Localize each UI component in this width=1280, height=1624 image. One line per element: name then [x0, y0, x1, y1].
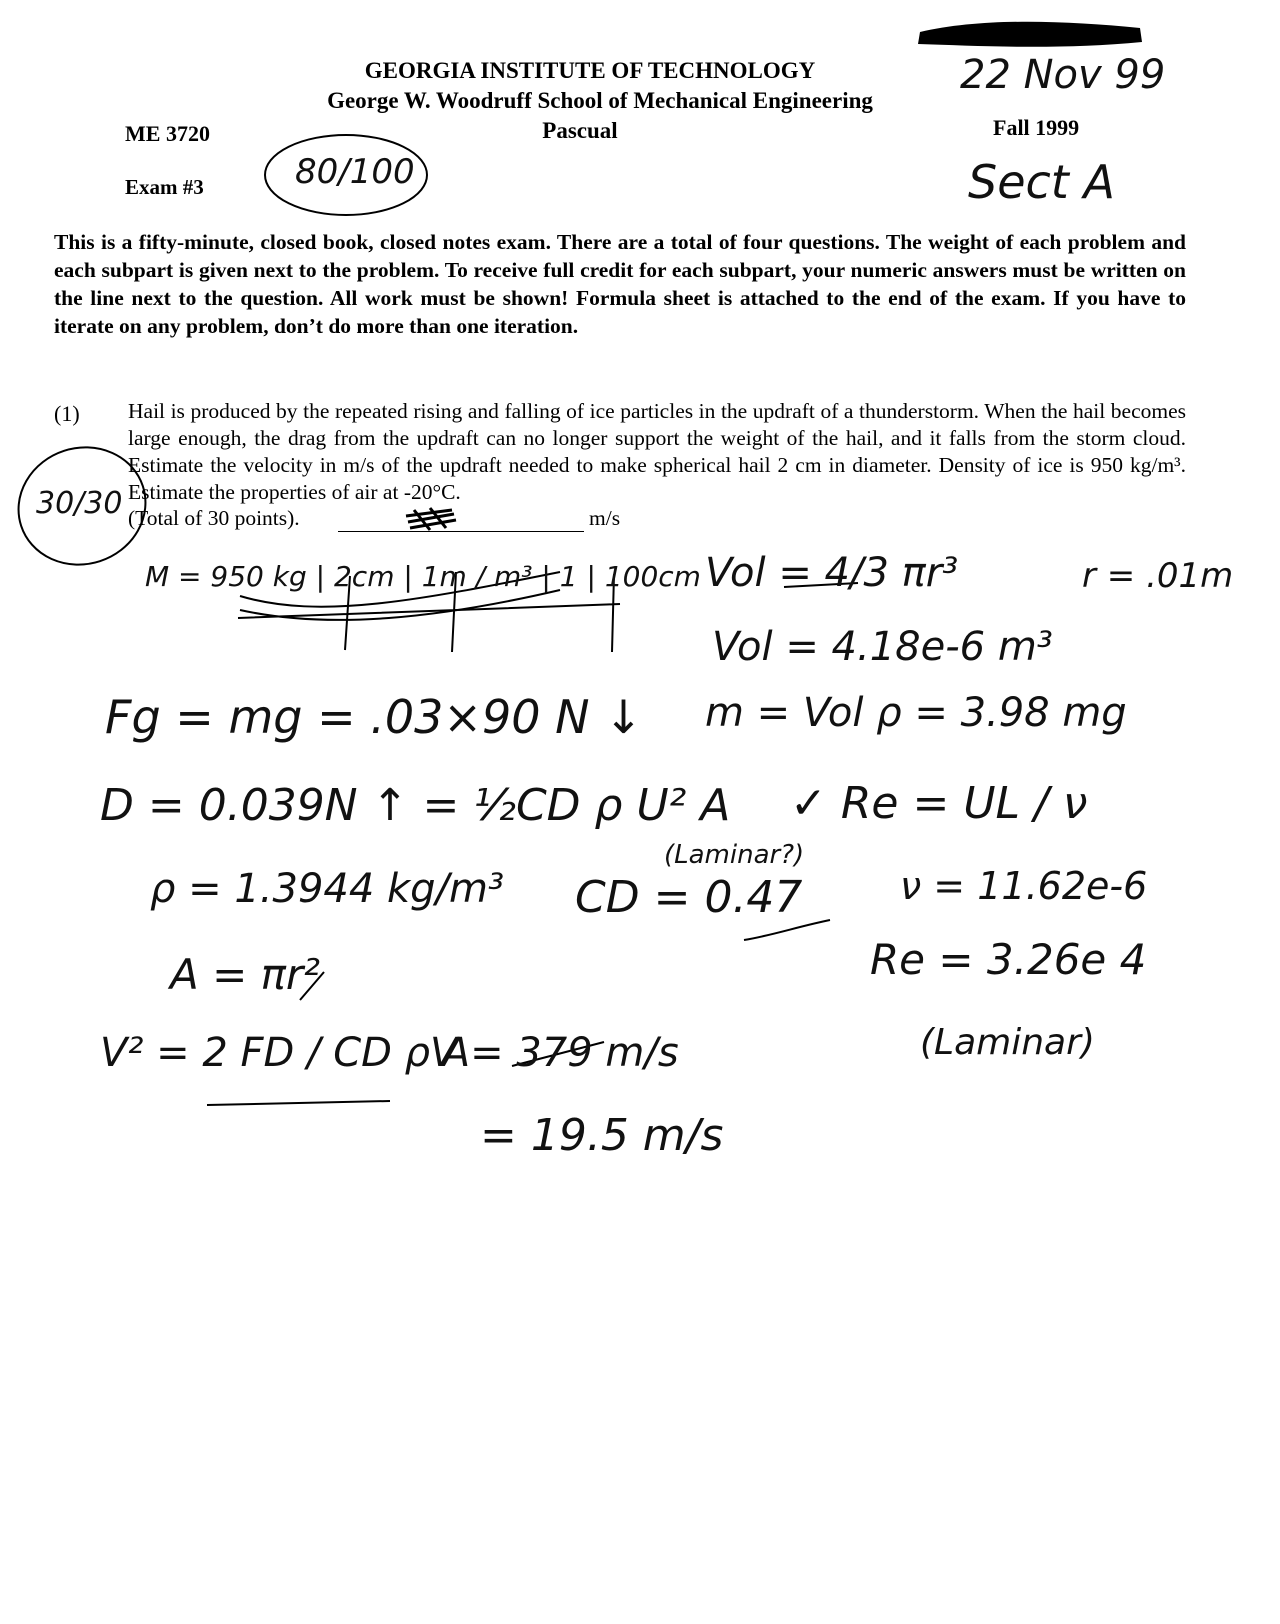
semester: Fall 1999 — [993, 115, 1080, 140]
hand-velocity-formula: V² = 2 FD / CD ρ A — [100, 1030, 471, 1076]
question-number: (1) — [54, 401, 80, 426]
hand-viscosity: ν = 11.62e-6 — [900, 864, 1148, 908]
hand-area: A = πr² — [170, 950, 321, 999]
hand-reynolds: ✓ Re = UL / ν — [790, 778, 1088, 829]
exam-instructions: This is a fifty-minute, closed book, closed notes exam. There are a total of four questions. The weight of each problem and each subpart is given next to the problem. To receive full credit for each subpart, your numeric answers must be written on the line next to the question. All work must be shown! Formula sheet is attached to the end of the exam. If you have to iterate on any problem, don’t do more than one iteration. — [54, 230, 1186, 338]
hand-mass-value: m = Vol ρ = 3.98 mg — [705, 690, 1127, 736]
question-text: Hail is produced by the repeated rising and falling of ice particles in the updraft of a thunderstorm. When the hail becomes large enough, the drag from the updraft can no longer support the weight of the hail, and it falls from the storm cloud. Estimate the velocity in m/s of the updraft needed to make spherical hail 2 cm in diameter. Density of ice is 950 kg/m³. Estimate the properties of air at -20°C. — [128, 399, 1186, 504]
hand-laminar-question: (Laminar?) — [664, 840, 805, 870]
hand-velocity-final: = 19.5 m/s — [480, 1110, 724, 1161]
hand-laminar: (Laminar) — [920, 1022, 1095, 1063]
hand-velocity-crossed: V = 379 m/s — [430, 1030, 679, 1076]
hand-drag-coefficient: CD = 0.47 — [575, 872, 803, 923]
hand-drag-balance: D = 0.039N ↑ = ½CD ρ U² A — [100, 780, 731, 831]
answer-scribble — [406, 508, 456, 530]
hand-volume-formula: Vol = 4/3 πr³ — [705, 550, 959, 596]
exam-number: Exam #3 — [125, 175, 204, 199]
hand-reynolds-value: Re = 3.26e 4 — [870, 935, 1147, 984]
hand-q1-score: 30/30 — [36, 486, 123, 521]
hand-section: Sect A — [968, 155, 1115, 209]
hand-volume-value: Vol = 4.18e-6 m³ — [712, 624, 1053, 670]
question-points: (Total of 30 points). — [128, 506, 300, 530]
instructor-name: Pascual — [542, 118, 618, 143]
course-code: ME 3720 — [125, 121, 210, 146]
hand-mass-conversion: M = 950 kg | 2cm | 1m / m³ | 1 | 100cm — [145, 560, 701, 593]
hand-air-density: ρ = 1.3944 kg/m³ — [150, 866, 505, 912]
answer-unit: m/s — [589, 506, 621, 530]
cd-underline — [744, 920, 830, 940]
hand-total-score: 80/100 — [295, 152, 415, 192]
hand-date: 22 Nov 99 — [960, 52, 1166, 98]
hand-weight: Fg = mg = .03×90 N ↓ — [105, 690, 643, 744]
velocity-fraction-bar — [207, 1101, 390, 1105]
school-name: George W. Woodruff School of Mechanical Engineering — [327, 88, 873, 113]
institution-title: GEORGIA INSTITUTE OF TECHNOLOGY — [364, 58, 816, 83]
redaction-scribble — [918, 22, 1142, 47]
hand-radius: r = .01m — [1082, 556, 1234, 596]
